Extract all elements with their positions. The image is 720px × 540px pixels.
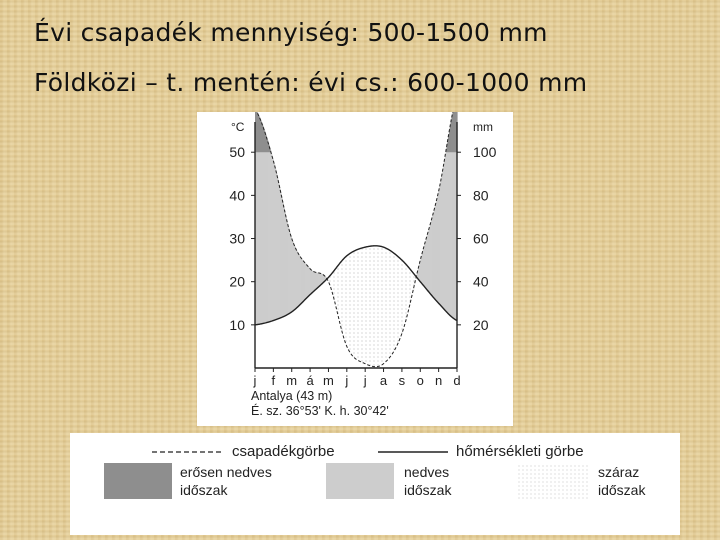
slide-title-line-2: Földközi – t. mentén: évi cs.: 600-1000 mm <box>34 68 588 97</box>
month-label: f <box>271 373 276 388</box>
left-tick-label: 30 <box>229 230 245 247</box>
legend-very-wet-label-2: időszak <box>180 482 228 498</box>
month-label: j <box>345 373 349 388</box>
station-name: Antalya (43 m) <box>251 389 333 403</box>
month-label: j <box>253 373 257 388</box>
right-tick-label: 40 <box>473 273 489 290</box>
left-tick-label: 10 <box>229 316 245 333</box>
right-axis-unit-label: mm <box>473 120 493 134</box>
legend-svg <box>70 433 680 535</box>
month-label: á <box>306 373 314 388</box>
left-axis-unit-label: °C <box>231 120 245 134</box>
month-label: n <box>435 373 443 388</box>
right-tick-label: 20 <box>473 316 489 333</box>
legend-wet-label-2: időszak <box>404 482 452 498</box>
climate-diagram <box>197 112 513 426</box>
slide-title-line-1: Évi csapadék mennyiség: 500-1500 mm <box>34 18 548 47</box>
month-label: o <box>416 373 424 388</box>
right-tick-label: 100 <box>473 144 497 161</box>
legend-dry-label-2: időszak <box>598 482 646 498</box>
month-label: j <box>363 373 367 388</box>
station-coordinates: É. sz. 36°53' K. h. 30°42' <box>251 404 389 418</box>
legend-temp-label: hőmérsékleti görbe <box>456 443 584 460</box>
legend-wet-swatch <box>326 463 394 499</box>
legend-precip-label: csapadékgörbe <box>232 443 335 460</box>
left-tick-label: 20 <box>229 273 245 290</box>
month-label: s <box>398 373 406 388</box>
climate-diagram-svg <box>197 112 513 426</box>
month-label: d <box>453 373 461 388</box>
month-label: a <box>379 373 388 388</box>
legend-dry-label-1: száraz <box>598 464 640 480</box>
legend-very-wet-swatch <box>104 463 172 499</box>
legend-dry-swatch <box>518 463 590 499</box>
left-tick-label: 40 <box>229 187 245 204</box>
month-label: m <box>323 373 334 388</box>
left-tick-label: 50 <box>229 144 245 161</box>
legend-wet-label-1: nedves <box>404 464 450 480</box>
right-tick-label: 60 <box>473 230 489 247</box>
month-label: m <box>286 373 298 388</box>
right-tick-label: 80 <box>473 187 489 204</box>
legend <box>70 433 680 535</box>
legend-very-wet-label-1: erősen nedves <box>180 464 272 480</box>
